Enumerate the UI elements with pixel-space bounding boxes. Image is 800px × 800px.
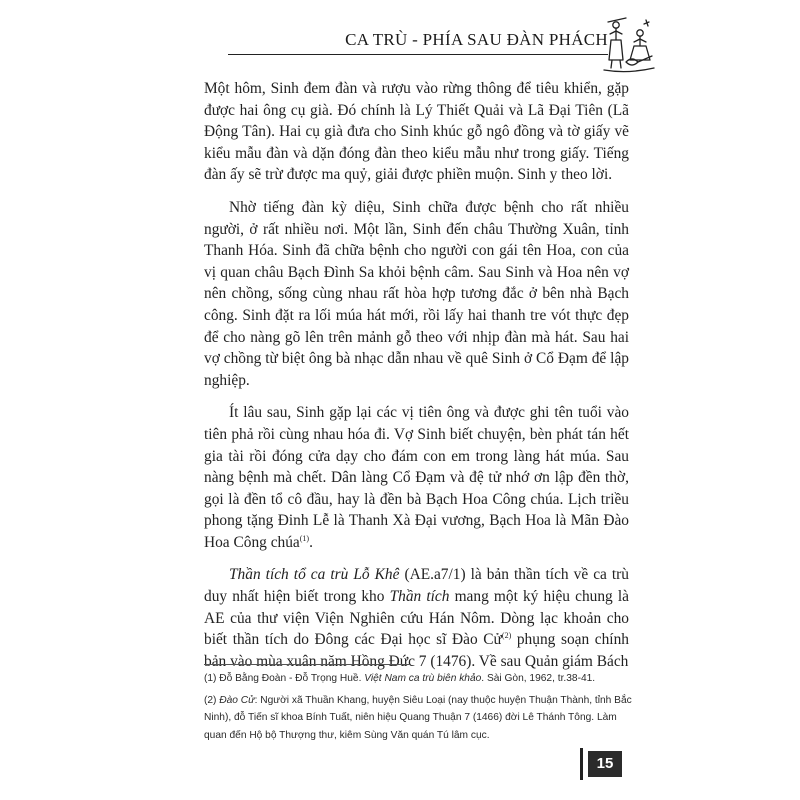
footnote-2-name: Đào Cử xyxy=(219,694,255,706)
footnote-1-title: Việt Nam ca trù biên khảo xyxy=(364,673,482,684)
body-text xyxy=(204,78,629,672)
paragraph-2: Nhờ tiếng đàn kỳ diệu, Sinh chữa được bệnh cho rất nhiều người, ở rất nhiều nơi. Một lần, Sinh đến châu Thường Xuân, tỉnh Thanh Hóa. Sinh đã chữa bệnh cho người con gái tên Hoa, con của vị quan châu Bạch Đình Sa khỏi bệnh câm. Sau Sinh và Hoa nên vợ nên chồng, sống cùng nhau rất hòa hợp tương đắc ở bên nhà Bạch công. Sinh đặt ra lối múa hát mới, rồi lấy hai thanh tre vót thực đẹp để cho nàng gõ lên trên mảnh gỗ theo với nhịp đàn mà hát. Sau hai vợ chồng từ biệt ông bà nhạc dẫn nhau về quê Sinh ở Cổ Đạm để lập nghiệp. xyxy=(204,198,629,389)
footnote-ref-2: (2) xyxy=(501,631,512,641)
paragraph-4-italic-than-tich: Thần tích xyxy=(389,588,450,606)
footnote-2 xyxy=(204,692,634,745)
footnote-1-prefix: (1) Đỗ Bằng Đoàn - Đỗ Trọng Huề. xyxy=(204,673,365,684)
paragraph-1: Một hôm, Sinh đem đàn và rượu vào rừng thông để tiêu khiển, gặp được hai ông cụ già. Đó chính là Lý Thiết Quải và Lã Đại Tiên (Lã Động Tân). Hai cụ già đưa cho Sinh khúc gỗ ngô đồng và tờ giấy vẽ kiểu mẫu đàn và dặn đóng đàn theo kiểu mẫu như trong giấy. Tiếng đàn ấy sẽ trừ được ma quỷ, giải được phiền muộn. Sinh y theo lời. xyxy=(204,80,629,184)
paragraph-4-text-2: mang một ký hiệu chung là AE của thư viện Viện Nghiên cứu Hán Nôm. Dòng lạc khoản cho biết thần tích do Đông các Đại học sĩ Đào Cử xyxy=(204,588,629,649)
paragraph-3-end: . xyxy=(309,533,313,551)
paragraph-4-text-3: phụng soạn chính bản vào mùa xuân năm Hồng Đức 7 (1476). Về sau Quản giám Bách xyxy=(204,631,629,670)
paragraph-4-italic-title: Thần tích tổ ca trù Lỗ Khê xyxy=(229,566,400,584)
footnote-rule xyxy=(204,664,410,665)
ca-tru-performers-illustration-icon xyxy=(600,16,656,78)
footnotes xyxy=(204,670,634,748)
page-number-box xyxy=(580,748,627,780)
paragraph-3-text: Ít lâu sau, Sinh gặp lại các vị tiên ông và được ghi tên tuổi vào tiên phả rồi cùng nhau hóa đi. Vợ Sinh biết chuyện, bèn phát tán hết gia tài rồi đóng cửa dạy cho đám con em trong làng hát múa. Sau nàng bệnh mà chết. Dân làng Cổ Đạm và đệ tử nhớ ơn lập đền thờ, gọi là đền tổ cô đầu, hay là đền bà Bạch Hoa Công chúa. Lịch triều phong tặng Đinh Lễ là Thanh Xà Đại vương, Bạch Hoa là Mãn Đào Hoa Công chúa xyxy=(204,404,629,551)
footnote-ref-1: (1) xyxy=(299,533,310,543)
footnote-1 xyxy=(204,670,634,688)
page-header xyxy=(228,30,608,64)
running-title: CA TRÙ - PHÍA SAU ĐÀN PHÁCH xyxy=(345,30,608,49)
paragraph-4-text-1: (AE.a7/1) là bản thần tích về ca trù duy nhất hiện biết trong kho xyxy=(204,566,629,606)
footnote-2-text: : Người xã Thuần Khang, huyện Siêu Loại (nay thuộc huyện Thuận Thành, tỉnh Bắc Ninh), đỗ Tiến sĩ khoa Bính Tuất, niên hiệu Quang Thuận 7 (1466) đời Lê Thánh Tông. Làm quan đến Hộ bộ Thượng thư, kiêm Sùng Văn quán Tú lâm cục. xyxy=(204,694,632,741)
footnote-2-prefix: (2) xyxy=(204,694,220,706)
paragraph-3 xyxy=(204,402,629,553)
paragraph-4 xyxy=(204,564,629,672)
footnote-1-suffix: . Sài Gòn, 1962, tr.38-41. xyxy=(481,673,596,684)
page-number: 15 xyxy=(588,751,623,777)
header-rule xyxy=(228,54,608,55)
